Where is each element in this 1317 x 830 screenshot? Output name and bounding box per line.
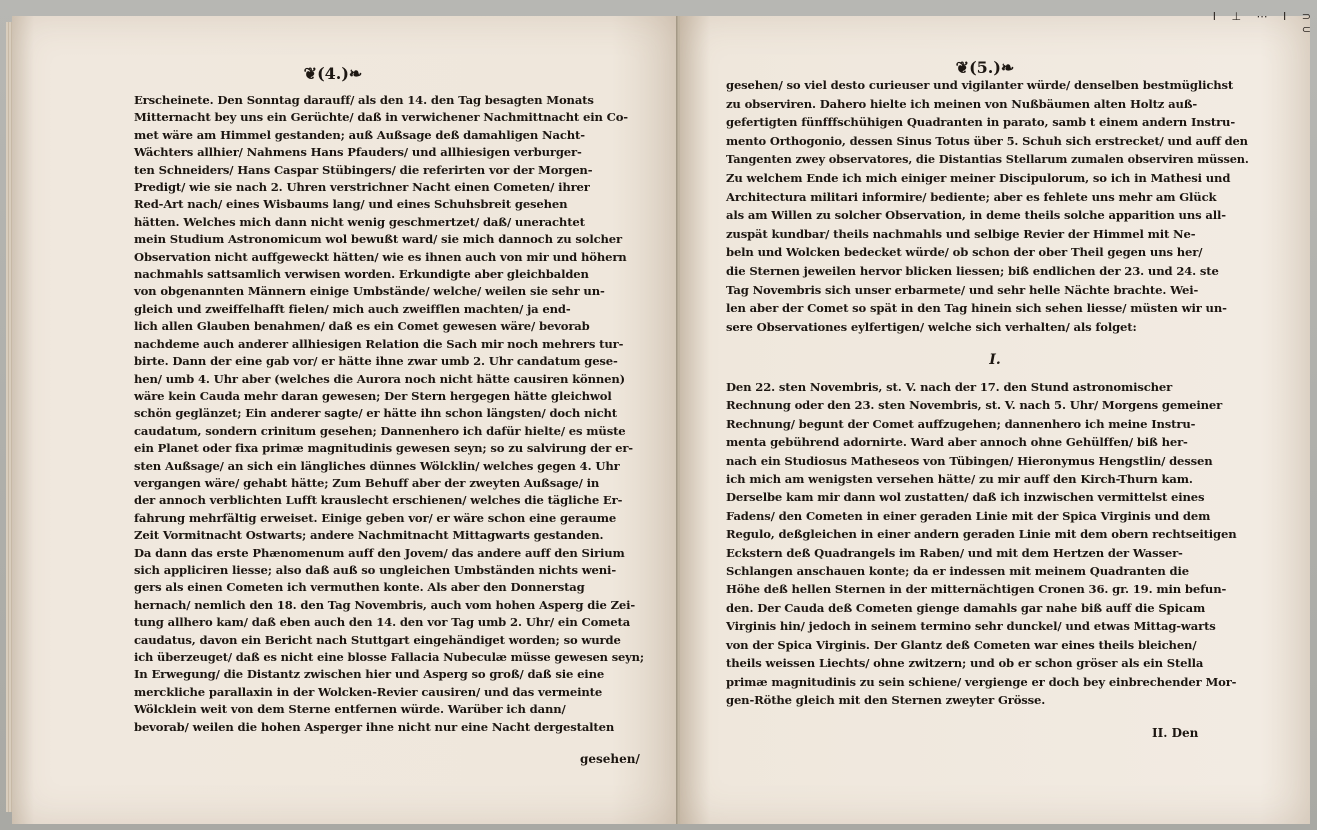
text-line: caudatum, sondern crinitum gesehen; Dannenhero ich dafür hielte/ es müste (134, 423, 626, 438)
text-line: Den 22. sten Novembris, st. V. nach der 17. den Stund astronomischer (726, 380, 1173, 394)
left-page-catchword: gesehen/ (580, 752, 640, 766)
section-number: I. (989, 352, 1001, 368)
text-line: Predigt/ wie sie nach 2. Uhren verstrichner Nacht einen Cometen/ ihrer (134, 180, 590, 195)
text-line: ich mich am wenigsten versehen hätte/ zu mir auff den Kirch-Thurn kam. (726, 472, 1193, 487)
right-page-text-bottom (726, 378, 1248, 709)
text-line: hen/ umb 4. Uhr aber (welches die Aurora noch nicht hätte causiren können) (134, 371, 625, 386)
text-line: Tangenten zwey observatores, die Distantias Stellarum zumalen observiren müssen. (726, 152, 1249, 167)
text-line: die Sternen jeweilen hervor blicken liessen; biß endlichen der 23. und 24. ste (726, 263, 1219, 278)
text-line: als am Willen zu solcher Observation, in deme theils solche apparition uns all- (726, 208, 1226, 223)
text-line: hätten. Welches mich dann nicht wenig geschmertzet/ daß/ unerachtet (134, 214, 585, 229)
text-line: Architectura militari informire/ bediente; aber es fehlete uns mehr am Glück (726, 189, 1217, 204)
text-line: ten Schneiders/ Hans Caspar Stübingers/ die referirten vor der Morgen- (134, 162, 593, 177)
right-page-text-top (726, 76, 1248, 336)
text-line: zu observiren. Dahero hielte ich meinen von Nußbäumen alten Holtz auß- (726, 96, 1198, 111)
text-line: merckliche parallaxin in der Wolcken-Revier causiren/ und das vermeinte (134, 684, 603, 699)
text-line: sich appliciren liesse; also daß auß so ungleichen Umbständen nichts weni- (134, 562, 616, 577)
text-line: Red-Art nach/ eines Wisbaums lang/ und eines Schuhsbreit gesehen (134, 197, 568, 212)
text-line: Rechnung/ begunt der Comet auffzugehen; dannenhero ich meine Instru- (726, 416, 1196, 431)
text-line: vergangen wäre/ gehabt hätte; Zum Behuff aber der zweyten Außsage/ in (134, 475, 600, 490)
text-line: gesehen/ so viel desto curieuser und vigilanter würde/ denselben bestmüglichst (726, 78, 1234, 92)
text-line: nachmahls sattsamlich verwisen worden. Erkundigte aber gleichbalden (134, 267, 589, 282)
text-line: zuspät kundbar/ theils nachmahls und selbige Revier der Himmel mit Ne- (726, 226, 1196, 241)
text-line: gefertigten fünfffschühigen Quadranten in parato, samb t einem andern Instru- (726, 115, 1235, 130)
text-line: wäre kein Cauda mehr daran gewesen; Der Stern hergegen hätte gleichwol (134, 388, 612, 403)
right-page-header: ❦(5.)❧ (955, 58, 1015, 77)
text-line: Wächters allhier/ Nahmens Hans Pfauders/ und allhiesigen verburger- (134, 145, 582, 160)
text-line: Da dann das erste Phænomenum auff den Jovem/ das andere auff den Sirium (134, 545, 625, 560)
text-line: Derselbe kam mir dann wol zustatten/ daß ich inzwischen vermittelst eines (726, 490, 1205, 505)
text-line: menta gebührend adornirte. Ward aber annoch ohne Gehülffen/ biß her- (726, 435, 1188, 450)
right-page (680, 16, 1310, 824)
text-line: gen-Röthe gleich mit den Sternen zweyter Grösse. (726, 692, 1046, 707)
left-page-text (134, 92, 644, 736)
text-line: Observation nicht auffgeweckt hätten/ wie es ihnen auch von mir und höhern (134, 249, 627, 264)
text-line: Wölcklein weit von dem Sterne entfernen würde. Warüber ich dann/ (134, 702, 566, 717)
text-line: schön geglänzet; Ein anderer sagte/ er hätte ihn schon längsten/ doch nicht (134, 406, 617, 421)
text-line: Eckstern deß Quadrangels im Raben/ und mit dem Hertzen der Wasser- (726, 545, 1183, 560)
text-line: In Erwegung/ die Distantz zwischen hier und Asperg so groß/ daß sie eine (134, 667, 605, 682)
text-line: Tag Novembris sich unser erbarmete/ und sehr helle Nächte brachte. Wei- (726, 282, 1199, 297)
text-line: Zeit Vormitnacht Ostwarts; andere Nachmitnacht Mittagwarts gestanden. (134, 528, 604, 543)
text-line: tung allhero kam/ daß eben auch den 14. den vor Tag umb 2. Uhr/ ein Cometa (134, 615, 631, 630)
text-line: Mitternacht bey uns ein Gerüchte/ daß in verwichener Nachmittnacht ein Co- (134, 110, 628, 125)
text-line: caudatus, davon ein Bericht nach Stuttgart eingehändiget worden; so wurde (134, 632, 621, 647)
text-line: von obgenannten Männern einige Umbstände/ welche/ weilen sie sehr un- (134, 284, 605, 299)
text-line: ein Planet oder fixa primæ magnitudinis gewesen seyn; so zu salvirung der er- (134, 441, 633, 456)
text-line: sere Observationes eylfertigen/ welche sich verhalten/ als folget: (726, 319, 1137, 334)
text-line: nachdeme auch anderer allhiesigen Relation die Sach mir noch mehrers tur- (134, 336, 624, 351)
text-line: ich überzeuget/ daß es nicht eine blosse Fallacia Nubeculæ müsse gewesen seyn; (134, 650, 644, 664)
text-line: hernach/ nemlich den 18. den Tag Novembris, auch vom hohen Asperg die Zei- (134, 597, 636, 612)
text-line: lich allen Glauben benahmen/ daß es ein Comet gewesen wäre/ bevorab (134, 319, 590, 334)
text-line: bevorab/ weilen die hohen Asperger ihne nicht nur eine Nacht dergestalten (134, 719, 615, 734)
text-line: nach ein Studiosus Matheseos von Tübingen/ Hieronymus Hengstlin/ dessen (726, 453, 1213, 468)
text-line: der annoch verblichten Lufft krauslecht erschienen/ welches die tägliche Er- (134, 493, 623, 508)
text-line: met wäre am Himmel gestanden; auß Außsage deß damahligen Nacht- (134, 127, 585, 142)
text-line: Erscheinete. Den Sonntag darauff/ als den 14. den Tag besagten Monats (134, 93, 594, 107)
text-line: birte. Dann der eine gab vor/ er hätte ihne zwar umb 2. Uhr candatum gese- (134, 354, 618, 369)
text-line: gers als einen Cometen ich vermuthen konte. Als aber den Donnerstag (134, 580, 585, 595)
text-line: Virginis hin/ jedoch in seinem termino sehr dunckel/ und etwas Mittag-warts (726, 619, 1216, 634)
text-line: Höhe deß hellen Sternen in der mitternächtigen Cronen 36. gr. 19. min befun- (726, 582, 1227, 597)
text-line: von der Spica Virginis. Der Glantz deß Cometen war eines theils bleichen/ (726, 637, 1197, 652)
edge-marks: I ⊥ ⋯ I ⊃ ⊂ (1212, 10, 1317, 36)
text-line: sten Außsage/ an sich ein längliches dünnes Wölcklin/ welches gegen 4. Uhr (134, 458, 620, 473)
text-line: fahrung mehrfältig erweiset. Einige geben vor/ er wäre schon eine geraume (134, 510, 617, 525)
text-line: den. Der Cauda deß Cometen gienge damahls gar nahe biß auff die Spicam (726, 600, 1206, 615)
text-line: theils weissen Liechts/ ohne zwitzern; und ob er schon gröser als ein Stella (726, 656, 1204, 671)
text-line: Schlangen anschauen konte; da er indessen mit meinem Quadranten die (726, 564, 1189, 579)
text-line: Regulo, deßgleichen in einer andern geraden Linie mit dem obern rechtseitigen (726, 527, 1237, 542)
text-line: beln und Wolcken bedecket würde/ ob schon der ober Theil gegen uns her/ (726, 245, 1203, 260)
left-page-header: ❦(4.)❧ (303, 64, 363, 83)
text-line: len aber der Comet so spät in den Tag hinein sich sehen liesse/ müsten wir un- (726, 301, 1227, 316)
text-line: primæ magnitudinis zu sein schiene/ vergienge er doch bey einbrechender Mor- (726, 674, 1237, 689)
text-line: Zu welchem Ende ich mich einiger meiner Discipulorum, so ich in Mathesi und (726, 170, 1231, 185)
left-page (12, 16, 680, 824)
text-line: Fadens/ den Cometen in einer geraden Linie mit der Spica Virginis und dem (726, 508, 1211, 523)
text-line: mein Studium Astronomicum wol bewußt ward/ sie mich dannoch zu solcher (134, 232, 622, 247)
text-line: Rechnung oder den 23. sten Novembris, st. V. nach 5. Uhr/ Morgens gemeiner (726, 398, 1223, 413)
text-line: mento Orthogonio, dessen Sinus Totus über 5. Schuh sich erstrecket/ und auff den (726, 133, 1248, 148)
right-page-catchword: II. Den (1152, 726, 1199, 740)
text-line: gleich und zweiffelhafft fielen/ mich auch zweifflen machten/ ja end- (134, 301, 571, 316)
